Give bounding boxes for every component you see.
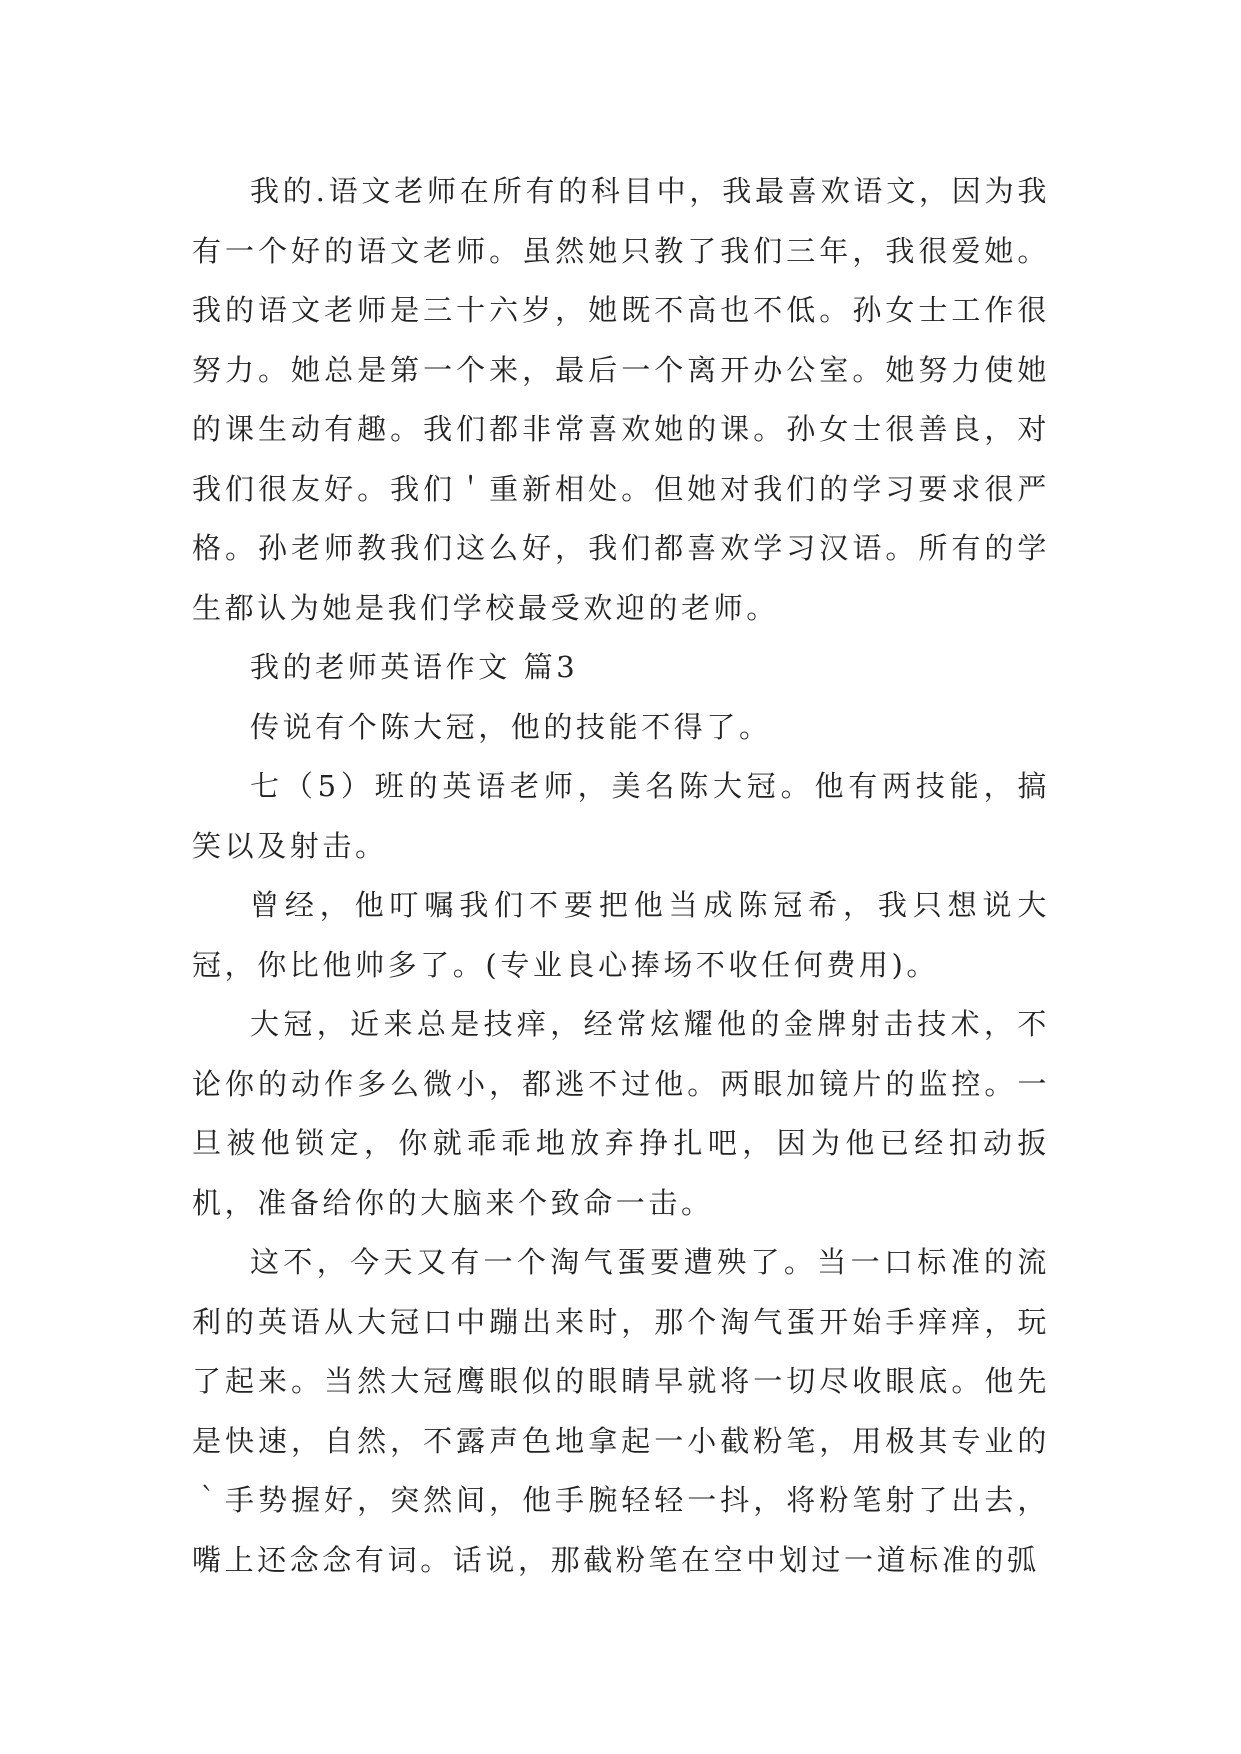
paragraph-2: 传说有个陈大冠，他的技能不得了。 (250, 709, 772, 744)
document-body (192, 162, 1050, 1590)
section-heading: 我的老师英语作文 篇3 (250, 650, 579, 684)
paragraph-6: 这不，今天又有一个淘气蛋要遭殃了。当一口标准的流利的英语从大冠口中蹦出来时，那个淘气蛋开始手痒痒，玩了起来。当然大冠鹰眼似的眼睛早就将一切尽收眼底。他先是快速，自然，不露声色地拿起一小截粉笔，用极其专业的｀手势握好，突然间，他手腕轻轻一抖，将粉笔射了出去，嘴上还念念有词。话说，那截粉笔在空中划过一道标准的弧 (192, 1245, 1050, 1577)
paragraph-1: 我的.语文老师在所有的科目中，我最喜欢语文，因为我有一个好的语文老师。虽然她只教了我们三年，我很爱她。我的语文老师是三十六岁，她既不高也不低。孙女士工作很努力。她总是第一个来，最后一个离开办公室。她努力使她的课生动有趣。我们都非常喜欢她的课。孙女士很善良，对我们很友好。我们＇重新相处。但她对我们的学习要求很严格。孙老师教我们这么好，我们都喜欢学习汉语。所有的学生都认为她是我们学校最受欢迎的老师。 (192, 174, 1050, 625)
paragraph-5: 大冠，近来总是技痒，经常炫耀他的金牌射击技术，不论你的动作多么微小，都逃不过他。两眼加镜片的监控。一旦被他锁定，你就乖乖地放弃挣扎吧，因为他已经扣动扳机，准备给你的大脑来个致命一击。 (192, 1007, 1050, 1220)
paragraph-4: 曾经，他叮嘱我们不要把他当成陈冠希，我只想说大冠，你比他帅多了。(专业良心捧场不收任何费用)。 (192, 888, 1050, 982)
paragraph-3: 七（5）班的英语老师，美名陈大冠。他有两技能，搞笑以及射击。 (192, 769, 1050, 863)
